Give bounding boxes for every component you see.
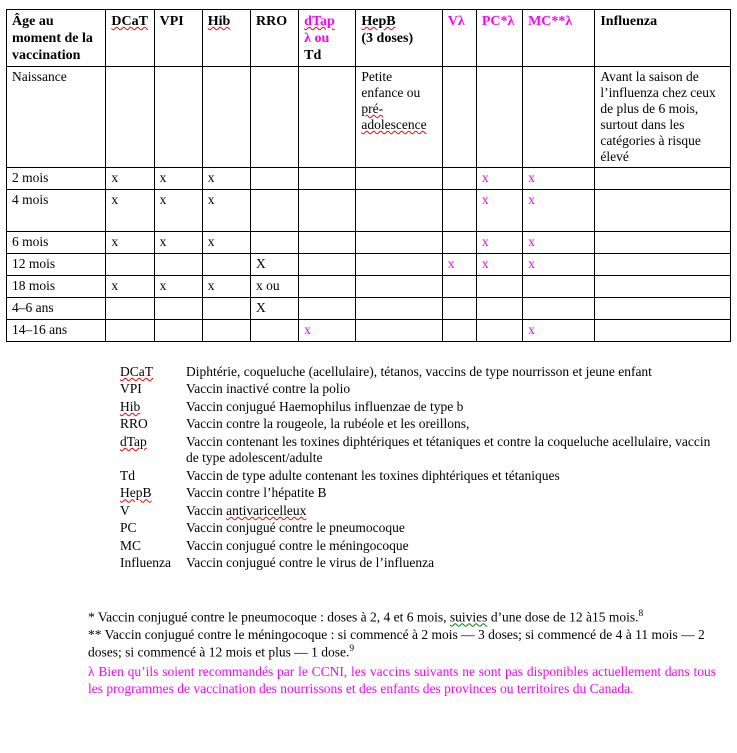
- cell-dtap: [299, 167, 356, 189]
- cell-pc: [476, 167, 522, 189]
- legend-abbr-hepb: [120, 485, 186, 501]
- cell-dcat: [106, 319, 154, 341]
- cell-dtap: [299, 319, 356, 341]
- column-header-dcat: [106, 10, 154, 67]
- cell-hib: [202, 167, 250, 189]
- cell-age: [7, 231, 106, 253]
- table-row: [7, 167, 731, 189]
- cell-dcat: [106, 231, 154, 253]
- cell-v: [442, 297, 476, 319]
- legend-desc-vpi: Vaccin inactivé contre la polio: [186, 381, 351, 397]
- cell-dtap: [299, 189, 356, 231]
- cell-rro: [250, 253, 298, 275]
- cell-hib: [202, 253, 250, 275]
- column-header-mc: [523, 10, 595, 67]
- legend-desc-hepb: Vaccin contre l’hépatite B: [186, 485, 327, 501]
- cell-mc: [523, 189, 595, 231]
- legend-abbr-pc: [120, 520, 186, 536]
- footnote-pc-pre: * Vaccin conjugué contre le pneumocoque : doses à 2, 4 et 6 mois,: [88, 609, 450, 625]
- cell-dcat: [106, 189, 154, 231]
- footnote-pc-grammar-word: suivies: [449, 609, 488, 625]
- mark: x: [111, 169, 119, 185]
- list-item: [120, 381, 720, 397]
- cell-vpi: [154, 189, 202, 231]
- cell-mc: [523, 275, 595, 297]
- mark: x: [528, 169, 535, 185]
- mark: x: [481, 191, 489, 207]
- mark: x ou: [255, 277, 280, 293]
- cell-age: [7, 319, 106, 341]
- table-row: [7, 189, 731, 231]
- mark: x: [447, 255, 455, 271]
- cell-hepb: [356, 253, 442, 275]
- table-row: [7, 319, 731, 341]
- cell-rro: [250, 231, 298, 253]
- cell-hepb-line2: enfance ou: [361, 85, 421, 101]
- cell-dcat: [106, 67, 154, 168]
- list-item: [120, 364, 720, 380]
- mark: x: [159, 233, 167, 249]
- cell-dcat: [106, 297, 154, 319]
- cell-age-label: 14–16 ans: [12, 321, 68, 337]
- list-item: [120, 538, 720, 554]
- cell-influenza: [595, 231, 731, 253]
- legend-abbr-dtap: [120, 434, 186, 450]
- mark: x: [304, 321, 311, 337]
- column-header-td-label: Td: [304, 47, 322, 63]
- cell-pc: [476, 231, 522, 253]
- cell-v: [442, 253, 476, 275]
- cell-vpi: [154, 319, 202, 341]
- table-row: [7, 67, 731, 168]
- mark: X: [255, 255, 266, 271]
- legend-abbr-label: dTap: [120, 433, 147, 449]
- cell-v: [442, 67, 476, 168]
- vaccination-schedule-table-container: [6, 9, 731, 342]
- legend-abbr-influenza: [120, 555, 186, 571]
- cell-vpi: [154, 67, 202, 168]
- vaccination-schedule-table: [6, 9, 731, 342]
- cell-dtap: [299, 297, 356, 319]
- cell-mc: [523, 231, 595, 253]
- cell-hib: [202, 189, 250, 231]
- legend-abbr-label: RRO: [120, 416, 148, 432]
- cell-age-label: Naissance: [12, 69, 67, 85]
- column-header-dtap-td: [299, 10, 356, 67]
- legend-desc-hib: Vaccin conjugué Haemophilus influenzae de type b: [186, 398, 464, 414]
- cell-influenza: [595, 275, 731, 297]
- cell-v: [442, 319, 476, 341]
- legend-abbr-rro: [120, 416, 186, 432]
- column-header-pc: [476, 10, 522, 67]
- legend-desc-influenza: Vaccin conjugué contre le virus de l’influenza: [186, 555, 435, 571]
- footnotes-section: [88, 609, 716, 697]
- cell-dtap: [299, 67, 356, 168]
- cell-age-label: 4–6 ans: [12, 299, 54, 315]
- column-header-hib: [202, 10, 250, 67]
- cell-age-label: 2 mois: [12, 169, 49, 185]
- cell-age: [7, 275, 106, 297]
- legend-abbr-v: [120, 503, 186, 519]
- cell-hepb: [356, 167, 442, 189]
- cell-pc: [476, 319, 522, 341]
- mark: x: [528, 321, 535, 337]
- mark: x: [207, 169, 215, 185]
- list-item: [120, 434, 720, 467]
- cell-mc: [523, 67, 595, 168]
- cell-age-label: 12 mois: [12, 255, 56, 271]
- column-header-influenza: [595, 10, 731, 67]
- footnote-lambda: λ Bien qu’ils soient recommandés par le CCNI, les vaccins suivants ne sont pas disponibles actuellement dans tous les programmes de vaccination des nourrissons et des enfants des provinces ou territoires du Canada.: [88, 663, 716, 696]
- mark: x: [528, 255, 535, 271]
- column-header-hepb-label: HepB: [361, 14, 396, 29]
- column-header-rro-label: RRO: [255, 14, 288, 29]
- mark: x: [159, 277, 167, 293]
- footnote-pc-reference: 8: [638, 609, 644, 619]
- column-header-v-label: Vλ: [447, 14, 465, 29]
- legend-abbr-dcat: [120, 364, 186, 380]
- mark: x: [481, 255, 489, 271]
- cell-vpi: [154, 275, 202, 297]
- cell-pc: [476, 189, 522, 231]
- column-header-age-label: Âge au moment de la vaccination: [12, 14, 93, 63]
- cell-age-label: 18 mois: [12, 277, 56, 293]
- column-header-influenza-label: Influenza: [600, 14, 658, 29]
- cell-v: [442, 231, 476, 253]
- cell-pc: [476, 275, 522, 297]
- cell-pc: [476, 67, 522, 168]
- cell-vpi: [154, 297, 202, 319]
- legend-abbr-label: MC: [120, 537, 142, 553]
- mark: x: [528, 191, 535, 207]
- cell-rro: [250, 167, 298, 189]
- footnote-mc-text: ** Vaccin conjugué contre le méningocoque : si commencé à 2 mois — 3 doses; si commencé de 4 à 11 mois — 2 doses; si commencé à 12 mois et plus — 1 dose.: [88, 627, 705, 660]
- table-row: [7, 275, 731, 297]
- cell-age: [7, 67, 106, 168]
- cell-rro: [250, 275, 298, 297]
- cell-hepb: [356, 231, 442, 253]
- cell-pc: [476, 253, 522, 275]
- cell-influenza: [595, 297, 731, 319]
- legend-abbr-label: Td: [120, 467, 135, 483]
- cell-hepb: [356, 319, 442, 341]
- cell-dcat: [106, 167, 154, 189]
- cell-hib: [202, 67, 250, 168]
- cell-mc: [523, 319, 595, 341]
- cell-rro: [250, 319, 298, 341]
- footnote-meningococcal: [88, 627, 716, 661]
- cell-dtap: [299, 253, 356, 275]
- legend-desc-v-spellword: antivaricelleux: [226, 502, 307, 518]
- cell-hepb: [356, 189, 442, 231]
- cell-dtap: [299, 231, 356, 253]
- cell-hepb-line4: adolescence: [361, 117, 427, 133]
- cell-rro: [250, 297, 298, 319]
- footnote-mc-reference: 9: [349, 644, 355, 655]
- table-row: [7, 253, 731, 275]
- column-header-hepb-doses: (3 doses): [361, 30, 414, 46]
- legend-abbr-mc: [120, 538, 186, 554]
- cell-mc: [523, 297, 595, 319]
- cell-hib: [202, 319, 250, 341]
- cell-age-label: 4 mois: [12, 191, 49, 207]
- column-header-hib-label: Hib: [207, 14, 231, 29]
- cell-pc: [476, 297, 522, 319]
- list-item: [120, 503, 720, 519]
- mark: x: [207, 191, 215, 207]
- footnote-pneumococcal: [88, 609, 716, 626]
- legend-abbr-label: PC: [120, 520, 137, 536]
- cell-mc: [523, 167, 595, 189]
- column-header-v: [442, 10, 476, 67]
- list-item: [120, 399, 720, 415]
- legend-desc-v-pre: Vaccin: [186, 502, 227, 518]
- mark: x: [528, 233, 535, 249]
- legend-abbr-label: HepB: [120, 485, 152, 501]
- list-item: [120, 468, 720, 484]
- cell-age: [7, 167, 106, 189]
- column-header-vpi: [154, 10, 202, 67]
- cell-dcat: [106, 275, 154, 297]
- mark: x: [111, 233, 119, 249]
- cell-vpi: [154, 167, 202, 189]
- column-header-mc-label: MC**λ: [528, 14, 573, 29]
- cell-hepb-line1: Petite: [361, 69, 393, 85]
- cell-hepb-line3: pré-: [361, 101, 384, 117]
- legend-abbr-label: VPI: [120, 381, 142, 397]
- table-row: [7, 231, 731, 253]
- column-header-rro: [250, 10, 298, 67]
- column-header-vpi-label: VPI: [159, 14, 184, 29]
- legend-abbr-vpi: [120, 381, 186, 397]
- legend-abbr-label: DCaT: [120, 364, 153, 379]
- cell-v: [442, 189, 476, 231]
- cell-influenza-text: Avant la saison de l’influenza chez ceux de plus de 6 mois, surtout dans les catégories à risque élevé: [600, 69, 716, 164]
- mark: x: [111, 277, 119, 293]
- list-item: [120, 520, 720, 536]
- cell-hepb: [356, 67, 442, 168]
- legend-abbr-label: Influenza: [120, 555, 171, 571]
- footnote-pc-post: d’une dose de 12 à15 mois.: [487, 609, 639, 625]
- column-header-pc-label: PC*λ: [481, 14, 515, 29]
- list-item: [120, 555, 720, 571]
- mark: x: [207, 277, 215, 293]
- cell-age: [7, 253, 106, 275]
- legend-desc-pc: Vaccin conjugué contre le pneumocoque: [186, 520, 405, 536]
- cell-mc: [523, 253, 595, 275]
- cell-influenza: [595, 253, 731, 275]
- table-row: [7, 297, 731, 319]
- mark: x: [159, 191, 167, 207]
- cell-vpi: [154, 253, 202, 275]
- cell-influenza: [595, 189, 731, 231]
- legend-desc-v: [186, 503, 720, 519]
- column-header-dtap-lambda-ou: λ ou: [304, 30, 330, 46]
- mark: x: [481, 169, 489, 185]
- legend-desc-dtap: Vaccin contenant les toxines diphtériques et tétaniques et contre la coqueluche acellulaire, vaccin de type adolescent/adulte: [186, 433, 711, 466]
- cell-dcat: [106, 253, 154, 275]
- mark: x: [481, 233, 489, 249]
- legend-abbr-label: Hib: [120, 398, 141, 414]
- legend-desc-mc: Vaccin conjugué contre le méningocoque: [186, 537, 409, 553]
- mark: x: [207, 233, 215, 249]
- cell-influenza: [595, 319, 731, 341]
- legend-abbr-hib: [120, 399, 186, 415]
- mark: X: [255, 299, 266, 315]
- legend-abbr-label: V: [120, 502, 130, 518]
- legend-desc-rro: Vaccin contre la rougeole, la rubéole et les oreillons,: [186, 416, 470, 432]
- column-header-hepb: [356, 10, 442, 67]
- cell-hepb: [356, 297, 442, 319]
- legend-abbr-td: [120, 468, 186, 484]
- list-item: [120, 416, 720, 432]
- column-header-dcat-label: DCaT: [111, 14, 148, 29]
- cell-v: [442, 167, 476, 189]
- cell-age: [7, 297, 106, 319]
- cell-influenza: [595, 67, 731, 168]
- cell-rro: [250, 67, 298, 168]
- abbreviation-legend: [120, 364, 720, 573]
- cell-age-label: 6 mois: [12, 233, 49, 249]
- cell-hepb: [356, 275, 442, 297]
- cell-vpi: [154, 231, 202, 253]
- column-header-age: [7, 10, 106, 67]
- legend-desc-td: Vaccin de type adulte contenant les toxines diphtériques et tétaniques: [186, 467, 560, 483]
- cell-rro: [250, 189, 298, 231]
- table-header-row: [7, 10, 731, 67]
- cell-hib: [202, 231, 250, 253]
- cell-hib: [202, 297, 250, 319]
- cell-dtap: [299, 275, 356, 297]
- cell-hib: [202, 275, 250, 297]
- mark: x: [111, 191, 119, 207]
- legend-desc-dcat: Diphtérie, coqueluche (acellulaire), tétanos, vaccins de type nourrisson et jeune enfant: [186, 364, 652, 379]
- mark: x: [159, 169, 167, 185]
- column-header-dtap-label: dTap: [304, 14, 335, 29]
- cell-influenza: [595, 167, 731, 189]
- list-item: [120, 485, 720, 501]
- cell-v: [442, 275, 476, 297]
- cell-age: [7, 189, 106, 231]
